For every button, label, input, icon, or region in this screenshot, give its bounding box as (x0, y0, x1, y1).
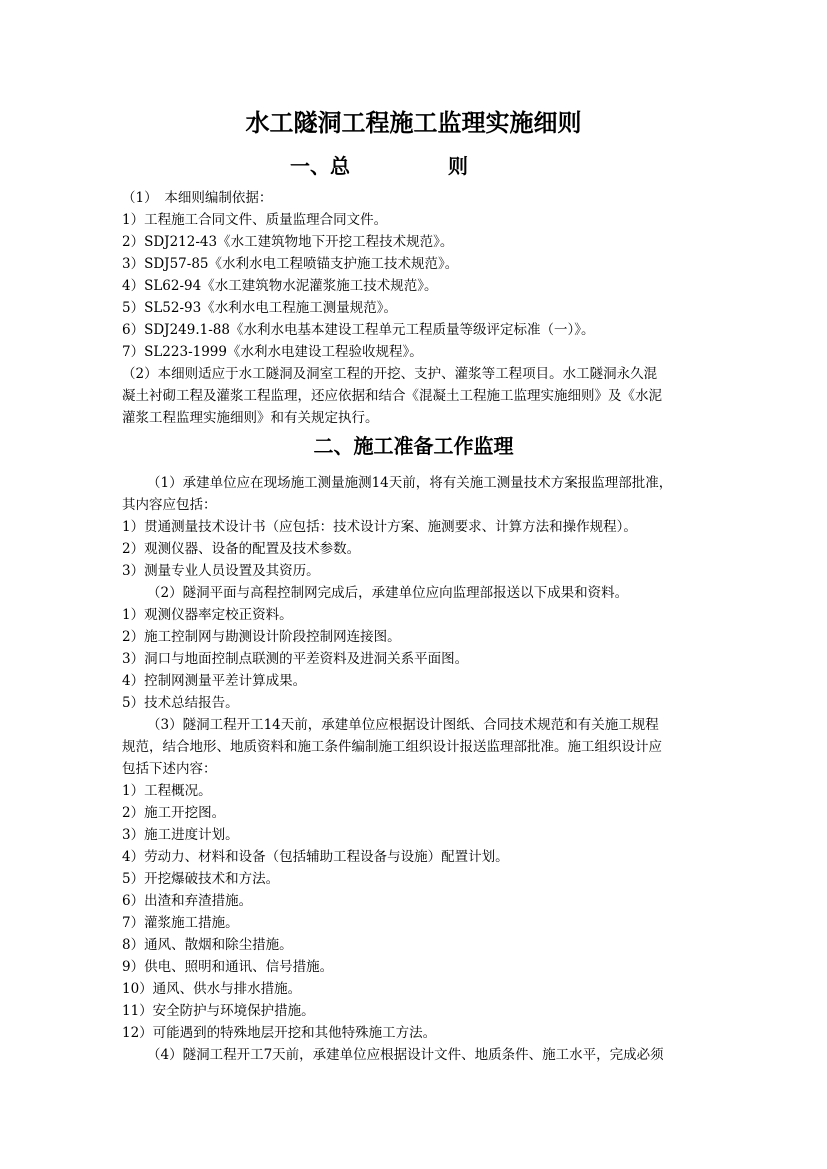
paragraph-line: 5）SL52-93《水利水电工程施工测量规范》。 (122, 300, 397, 316)
paragraph-line: （4）隧洞工程开工7天前，承建单位应根据设计文件、地质条件、施工水平，完成必须 (147, 1047, 664, 1063)
paragraph-line: 4）控制网测量平差计算成果。 (122, 673, 307, 689)
document-title: 水工隧洞工程施工监理实施细则 (245, 108, 582, 137)
paragraph-line: （1）承建单位应在现场施工测量施测14天前，将有关施工测量技术方案报监理部批准， (147, 475, 673, 491)
paragraph-line: 凝土衬砌工程及灌浆工程监理，还应依据和结合《混凝土工程施工监理实施细则》及《水泥 (122, 388, 662, 404)
paragraph-line: 12）可能遇到的特殊地层开挖和其他特殊施工方法。 (122, 1025, 437, 1041)
paragraph-line: 5）开挖爆破技术和方法。 (122, 871, 280, 887)
paragraph-line: 2）施工开挖图。 (122, 805, 226, 821)
paragraph-line: （3）隧洞工程开工14天前，承建单位应根据设计图纸、合同技术规范和有关施工规程 (147, 717, 659, 733)
paragraph-line: 2）观测仪器、设备的配置及技术参数。 (122, 541, 361, 557)
paragraph-line: 7）SL223-1999《水利水电建设工程验收规程》。 (122, 344, 423, 360)
paragraph-line: 5）技术总结报告。 (122, 695, 239, 711)
paragraph-line: 10）通风、供水与排水措施。 (122, 981, 302, 997)
paragraph-line: 6）出渣和弃渣措施。 (122, 893, 253, 909)
paragraph-line: 8）通风、散烟和除尘措施。 (122, 937, 293, 953)
paragraph-line: 2）施工控制网与勘测设计阶段控制网连接图。 (122, 629, 401, 645)
paragraph-line: 灌浆工程监理实施细则》和有关规定执行。 (122, 410, 379, 426)
paragraph-line: 1）贯通测量技术设计书（应包括：技术设计方案、施测要求、计算方法和操作规程）。 (122, 519, 637, 535)
section-1-heading-part1: 一、总 (290, 154, 350, 178)
paragraph-line: 4）SL62-94《水工建筑物水泥灌浆施工技术规范》。 (122, 278, 438, 294)
paragraph-line: 6）SDJ249.1-88《水利水电基本建设工程单元工程质量等级评定标准（一）》。 (122, 322, 595, 338)
paragraph-line: 4）劳动力、材料和设备（包括辅助工程设备与设施）配置计划。 (122, 849, 509, 865)
paragraph-line: 包括下述内容： (122, 761, 217, 777)
paragraph-line: 1）工程施工合同文件、质量监理合同文件。 (122, 212, 388, 228)
paragraph-line: 7）灌浆施工措施。 (122, 915, 239, 931)
paragraph-line: 3）SDJ57-85《水利水电工程喷锚支护施工技术规范》。 (122, 256, 459, 272)
paragraph-line: 3）施工进度计划。 (122, 827, 239, 843)
paragraph-line: 3）测量专业人员设置及其资历。 (122, 563, 320, 579)
paragraph-line: 1）工程概况。 (122, 783, 212, 799)
paragraph-line: 2）SDJ212-43《水工建筑物地下开挖工程技术规范》。 (122, 234, 454, 250)
section-2-heading: 二、施工准备工作监理 (313, 434, 514, 458)
section-1-heading-part2: 则 (448, 154, 468, 178)
paragraph-line: 9）供电、照明和通讯、信号措施。 (122, 959, 334, 975)
paragraph-line: （2）隧洞平面与高程控制网完成后，承建单位应向监理部报送以下成果和资料。 (147, 585, 629, 601)
paragraph-line: 规范，结合地形、地质资料和施工条件编制施工组织设计报送监理部批准。施工组织设计应 (122, 739, 662, 755)
paragraph-line: 3）洞口与地面控制点联测的平差资料及进洞关系平面图。 (122, 651, 469, 667)
paragraph-line: （2）本细则适应于水工隧洞及洞室工程的开挖、支护、灌浆等工程项目。水工隧洞永久混 (122, 366, 658, 382)
paragraph-line: （1） 本细则编制依据： (122, 190, 273, 206)
paragraph-line: 1）观测仪器率定校正资料。 (122, 607, 293, 623)
paragraph-line: 其内容应包括： (122, 497, 217, 513)
paragraph-line: 11）安全防护与环境保护措施。 (122, 1003, 315, 1019)
